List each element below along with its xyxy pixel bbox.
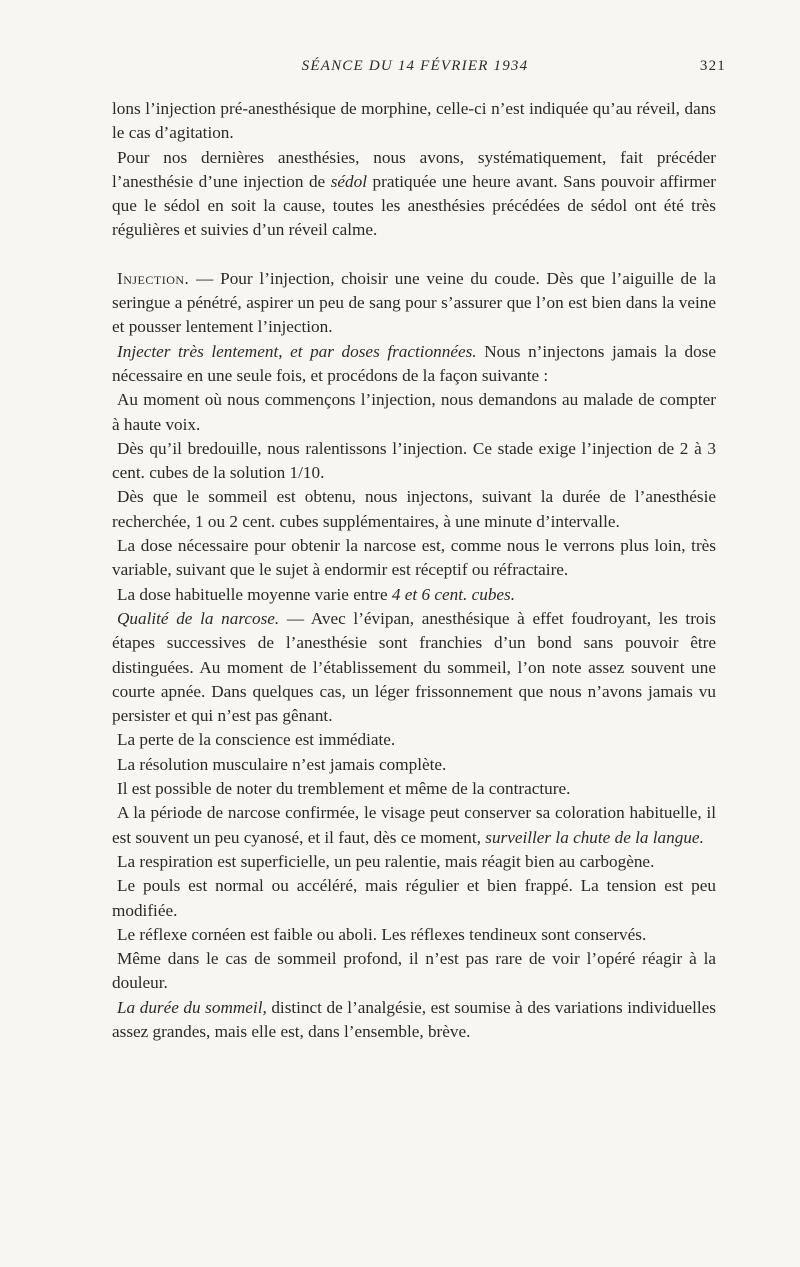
paragraph-injection	[112, 267, 716, 340]
paragraph-text: Le pouls est normal ou accéléré, mais régulier et bien frappé. La tension est peu modifiée.	[112, 876, 716, 920]
paragraph	[112, 777, 716, 801]
paragraph-dose	[112, 583, 716, 607]
body-text	[112, 97, 716, 1044]
paragraph-text: — Avec l’évipan, anesthésique à effet foudroyant, les trois étapes successives de l’anesthésie sont franchies d’un bond sans pouvoir être distinguées. Au moment de l’établissement du sommeil, l’on note assez souvent une courte apnée. Dans quelques cas, un léger frissonnement que nous n’avons jamais vu persister et qui n’est pas gênant.	[112, 608, 716, 726]
section-heading: Injection.	[117, 268, 190, 288]
paragraph	[112, 923, 716, 947]
page-number: 321	[699, 58, 726, 74]
paragraph-text: Dès qu’il bredouille, nous ralentissons l’injection. Ce stade exige l’injection de 2 à 3 cent. cubes de la solution 1/10.	[112, 438, 716, 483]
italic-heading: La durée du sommeil,	[117, 997, 267, 1017]
italic-heading: Qualité de la narcose.	[117, 608, 280, 628]
paragraph-text: La dose nécessaire pour obtenir la narcose est, comme nous le verrons plus loin, très variable, suivant que le sujet à endormir est réceptif ou réfractaire.	[112, 536, 716, 580]
paragraph-text: pratiquée une heure avant. Sans pouvoir affirmer que le sédol en soit la cause, toutes les anesthésies précédées de sédol ont été très régulières et suivies d’un réveil calme.	[112, 171, 717, 240]
italic-heading: Injecter très lentement, et par doses fractionnées.	[117, 341, 477, 361]
paragraph	[112, 947, 716, 996]
paragraph-text: Même dans le cas de sommeil profond, il n’est pas rare de voir l’opéré réagir à la douleur.	[112, 949, 716, 993]
paragraph-text: Le réflexe cornéen est faible ou aboli. Les réflexes tendineux sont conservés.	[117, 924, 647, 944]
paragraph-text: — Pour l’injection, choisir une veine du coude. Dès que l’aiguille de la seringue a pénétré, aspirer un peu de sang pour s’assurer que l’on est bien dans la veine et pousser lentement l’injection.	[112, 268, 716, 337]
italic-term: sédol	[330, 171, 367, 191]
running-header	[110, 58, 726, 80]
paragraph-text: Pour nos dernières anesthésies, nous avons, systématiquement, fait précéder l’anesthésie d’une injection de	[112, 147, 716, 191]
paragraph-text: Au moment où nous commençons l’injection, nous demandons au malade de compter à haute voix.	[112, 390, 716, 434]
paragraph-text: Il est possible de noter du tremblement et même de la contracture.	[117, 779, 571, 799]
paragraph-text: A la période de narcose confirmée, le visage peut conserver sa coloration habituelle, il est souvent un peu cyanosé, et il faut, dès ce moment,	[112, 803, 716, 847]
header-title: SÉANCE DU 14 FÉVRIER 1934	[301, 58, 529, 74]
paragraph-tongue	[112, 801, 716, 850]
paragraph-quality	[112, 607, 716, 728]
paragraph-continuation	[112, 97, 716, 146]
paragraph-text: La dose habituelle moyenne varie entre	[117, 584, 392, 604]
paragraph	[112, 534, 716, 583]
paragraph	[112, 485, 716, 534]
paragraph	[112, 728, 716, 752]
italic-term: surveiller la chute de la langue.	[485, 827, 704, 847]
paragraph	[112, 850, 716, 874]
paragraph-text: lons l’injection pré-anesthésique de morphine, celle-ci n’est indiquée qu’au réveil, dans le cas d’agitation.	[112, 99, 716, 143]
paragraph	[112, 437, 716, 486]
paragraph	[112, 753, 716, 777]
paragraph	[112, 388, 716, 437]
paragraph-duration	[112, 996, 716, 1045]
paragraph-text: La résolution musculaire n’est jamais complète.	[117, 754, 447, 774]
italic-term: 4 et 6 cent. cubes.	[391, 584, 516, 604]
paragraph-text: distinct de l’analgésie, est soumise à des variations individuelles assez grandes, mais elle est, dans l’ensemble, brève.	[112, 997, 716, 1041]
paragraph	[112, 874, 716, 923]
paragraph-text: Dès que le sommeil est obtenu, nous injectons, suivant la durée de l’anesthésie recherchée, 1 ou 2 cent. cubes supplémentaires, à une minute d’intervalle.	[112, 487, 716, 531]
paragraph-inject-slowly	[112, 340, 716, 389]
paragraph-sedol	[112, 146, 716, 243]
paragraph-text: Nous n’injectons jamais la dose nécessaire en une seule fois, et procédons de la façon suivante :	[112, 341, 716, 385]
paragraph-text: La respiration est superficielle, un peu ralentie, mais réagit bien au carbogène.	[117, 851, 655, 871]
paragraph-text: La perte de la conscience est immédiate.	[117, 730, 396, 750]
